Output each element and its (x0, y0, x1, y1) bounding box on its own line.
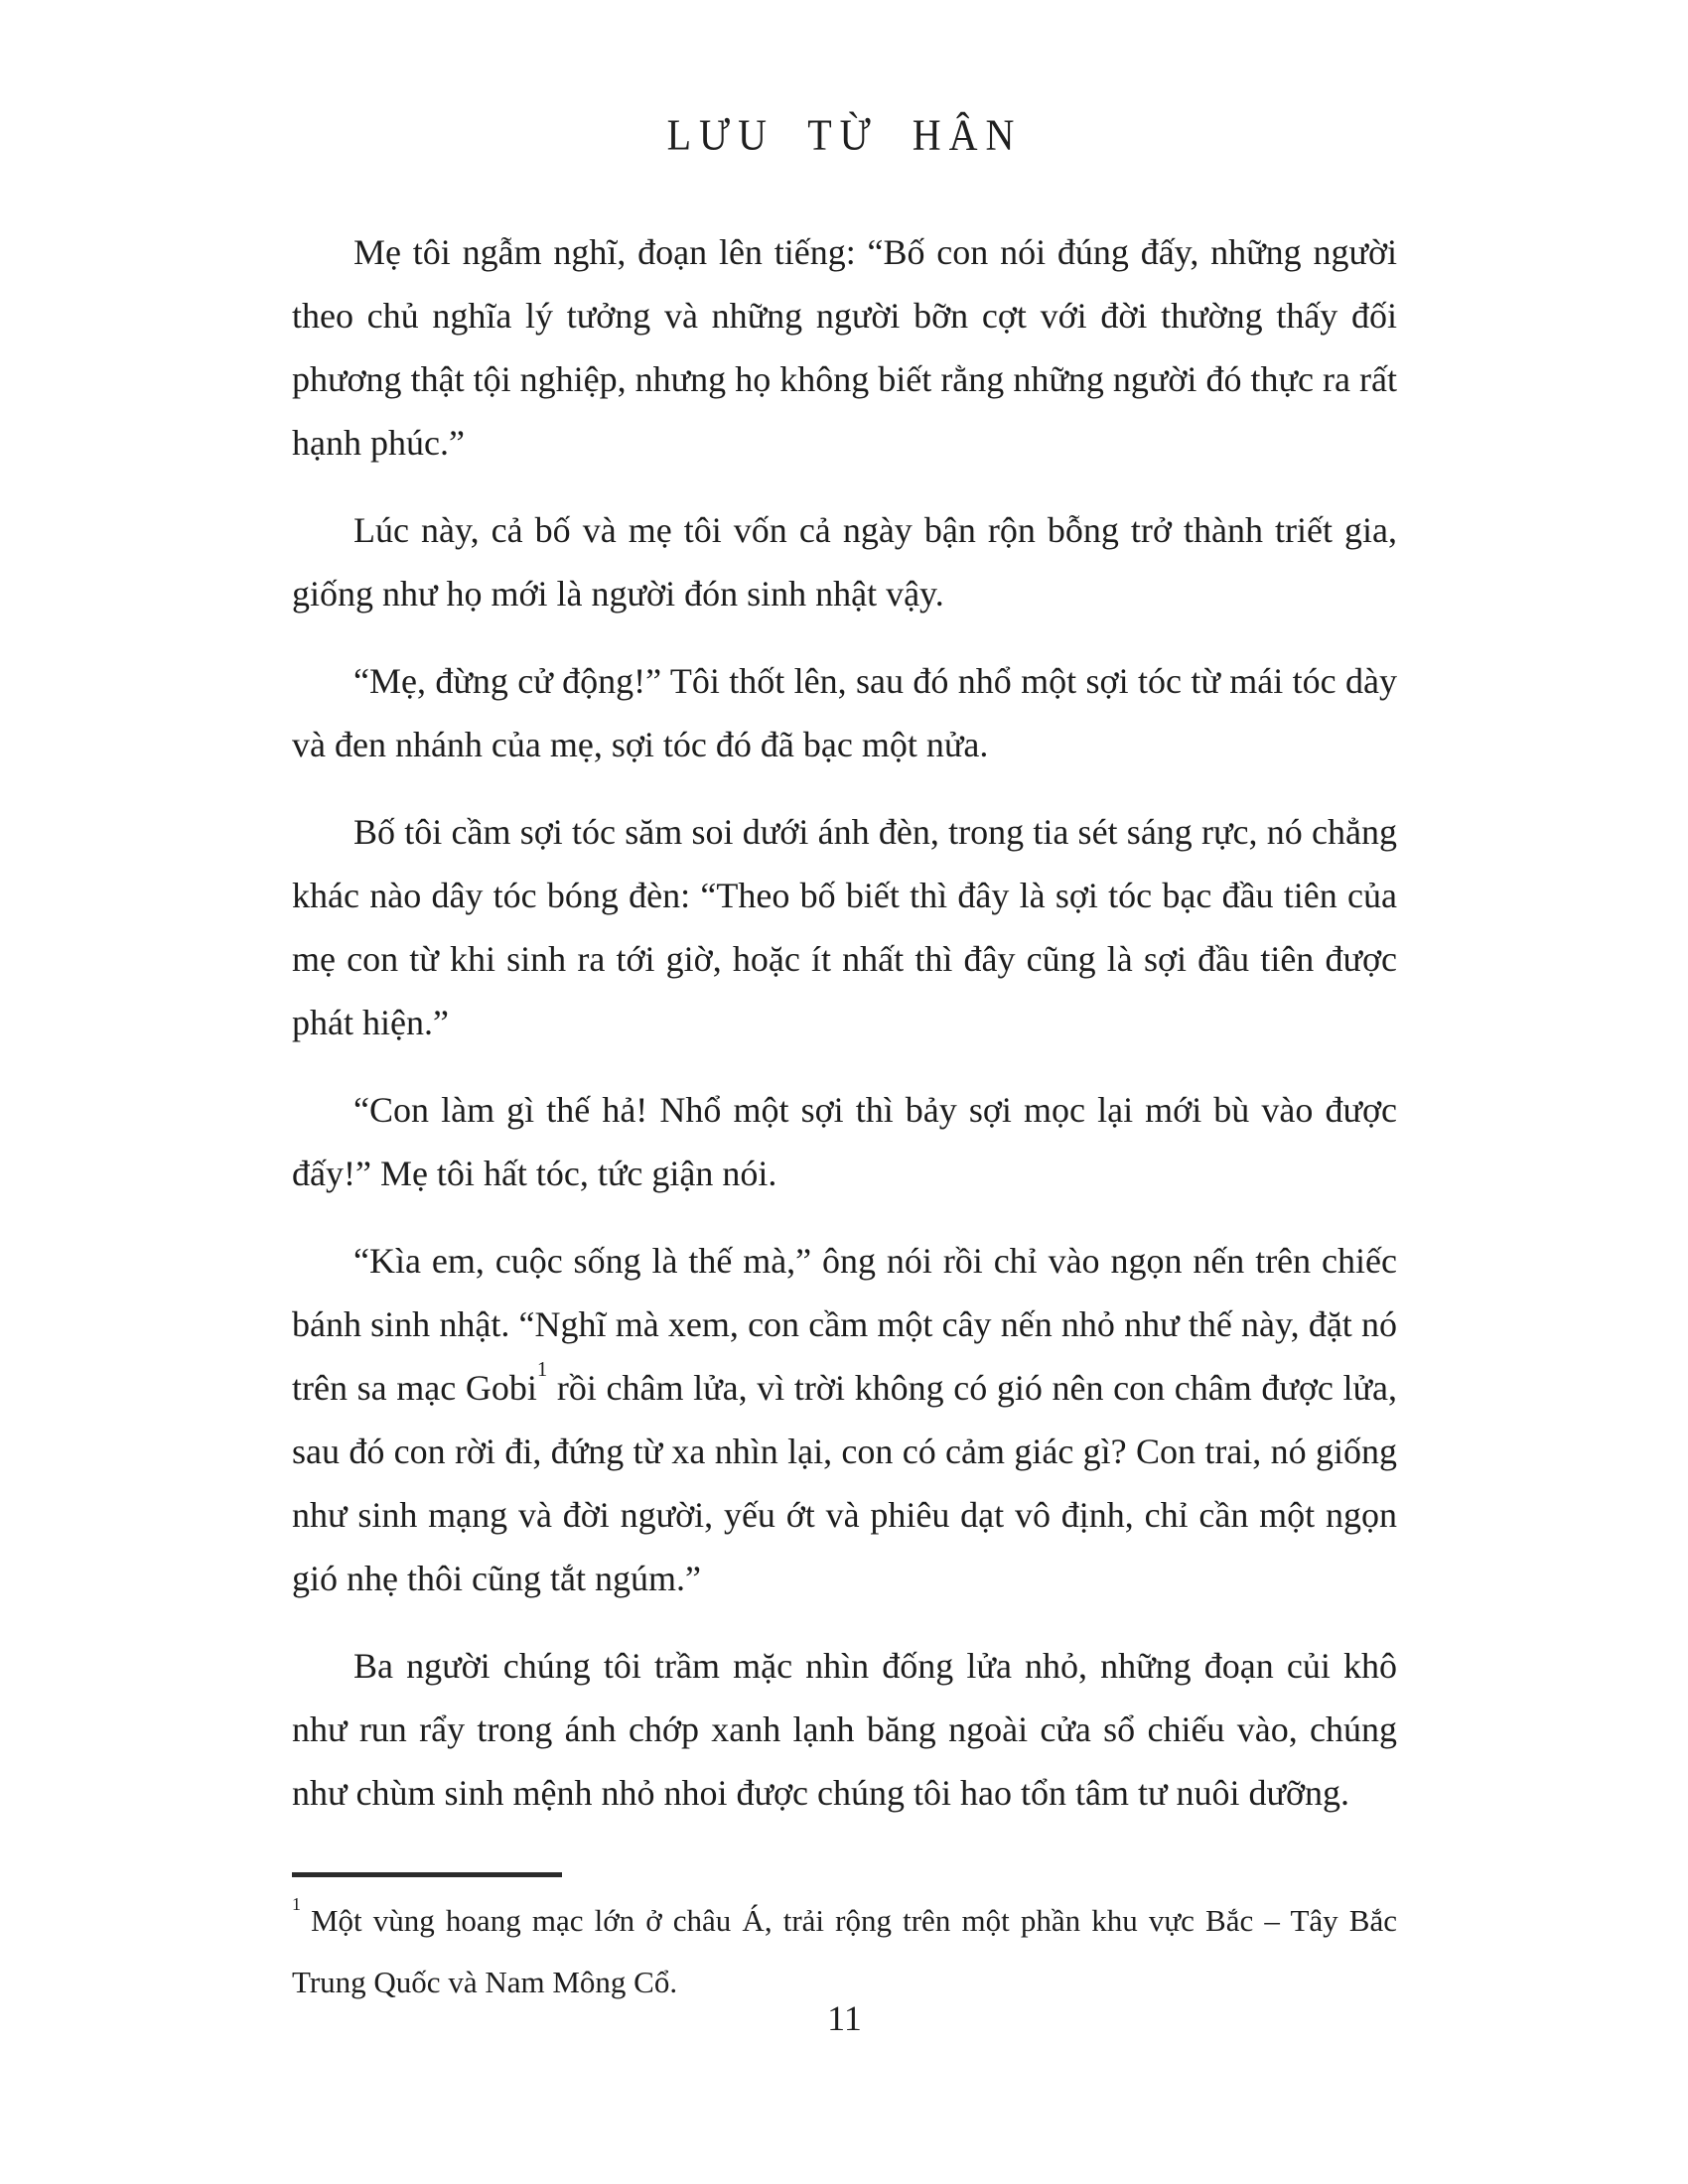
footnote-rule (292, 1872, 562, 1877)
body-paragraph: “Con làm gì thế hả! Nhổ một sợi thì bảy sợi mọc lại mới bù vào được đấy!” Mẹ tôi hất tóc, tức giận nói. (292, 1090, 1397, 1193)
body-paragraph: Mẹ tôi ngẫm nghĩ, đoạn lên tiếng: “Bố con nói đúng đấy, những người theo chủ nghĩa lý tưởng và những người bỡn cợt với đời thường thấy đối phương thật tội nghiệp, nhưng họ không biết rằng những người đó thực ra rất hạnh phúc.” (292, 232, 1397, 463)
body-paragraph: “Kìa em, cuộc sống là thế mà,” ông nói rồi chỉ vào ngọn nến trên chiếc bánh sinh nhật. “Nghĩ mà xem, con cầm một cây nến nhỏ như thế này, đặt nó trên sa mạc Gobi$^1$ rồi châm lửa, vì trời không có gió nên con châm được lửa, sau đó con rời đi, đứng từ xa nhìn lại, con có cảm giác gì? Con trai, nó giống như sinh mạng và đời người, yếu ớt và phiêu dạt vô định, chỉ cần một ngọn gió nhẹ thôi cũng tắt ngúm.” (292, 1241, 1397, 1598)
body-paragraph: Lúc này, cả bố và mẹ tôi vốn cả ngày bận rộn bỗng trở thành triết gia, giống như họ mới là người đón sinh nhật vậy. (292, 510, 1397, 614)
page-number: 11 (827, 1998, 862, 2038)
body-paragraph: Ba người chúng tôi trầm mặc nhìn đống lửa nhỏ, những đoạn củi khô như run rẩy trong ánh chớp xanh lạnh băng ngoài cửa sổ chiếu vào, chúng như chùm sinh mệnh nhỏ nhoi được chúng tôi hao tổn tâm tư nuôi dưỡng. (292, 1646, 1397, 1813)
body-paragraph: “Mẹ, đừng cử động!” Tôi thốt lên, sau đó nhổ một sợi tóc từ mái tóc dày và đen nhánh của mẹ, sợi tóc đó đã bạc một nửa. (292, 661, 1397, 764)
footnote (292, 1890, 1397, 2013)
footnote-marker: 1 (292, 1893, 301, 1914)
footnote-text: Một vùng hoang mạc lớn ở châu Á, trải rộng trên một phần khu vực Bắc – Tây Bắc Trung Quốc và Nam Mông Cổ. (292, 1903, 1397, 1999)
body-paragraph: Bố tôi cầm sợi tóc săm soi dưới ánh đèn, trong tia sét sáng rực, nó chẳng khác nào dây tóc bóng đèn: “Theo bố biết thì đây là sợi tóc bạc đầu tiên của mẹ con từ khi sinh ra tới giờ, hoặc ít nhất thì đây cũng là sợi đầu tiên được phát hiện.” (292, 812, 1397, 1042)
body-text (292, 220, 1397, 1848)
footnote-reference: 1 (536, 1356, 548, 1381)
running-header-author: LƯU TỪ HÂN (666, 110, 1023, 160)
